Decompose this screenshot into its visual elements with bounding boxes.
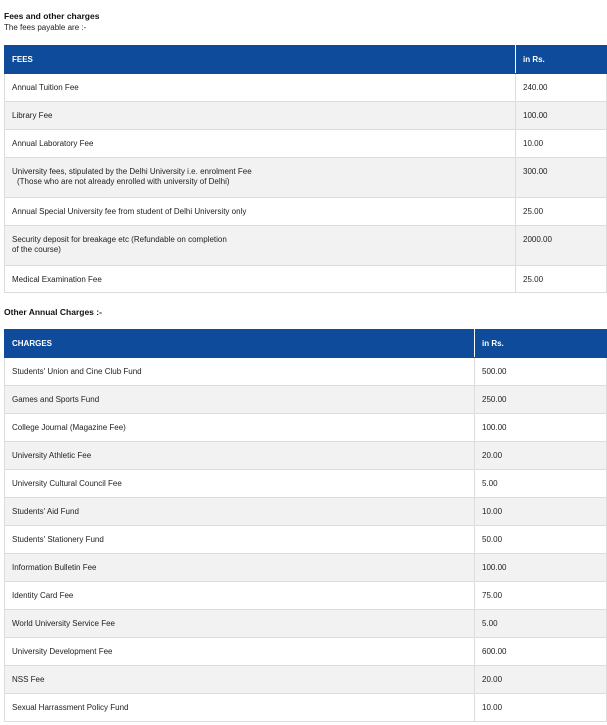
- charge-amount: 600.00: [475, 638, 607, 666]
- fee-item: Annual Laboratory Fee: [5, 130, 516, 158]
- charge-amount: 5.00: [475, 470, 607, 498]
- charge-amount: 20.00: [475, 442, 607, 470]
- charge-item: Games and Sports Fund: [5, 386, 475, 414]
- charges-row: [5, 386, 607, 414]
- fees-header-amount: in Rs.: [516, 46, 607, 74]
- charge-amount: 250.00: [475, 386, 607, 414]
- charges-row: [5, 582, 607, 610]
- fees-row: [5, 198, 607, 226]
- charge-amount: 100.00: [475, 414, 607, 442]
- fee-item: Annual Tuition Fee: [5, 74, 516, 102]
- charge-amount: 500.00: [475, 358, 607, 386]
- charges-row: [5, 358, 607, 386]
- fees-row: [5, 102, 607, 130]
- fee-amount: 10.00: [516, 130, 607, 158]
- charges-row: [5, 638, 607, 666]
- charge-amount: 75.00: [475, 582, 607, 610]
- charge-item: College Journal (Magazine Fee): [5, 414, 475, 442]
- charges-table: [4, 329, 607, 722]
- fee-item-line: Security deposit for breakage etc (Refundable on completion: [12, 235, 227, 244]
- charge-amount: 50.00: [475, 526, 607, 554]
- other-charges-title: Other Annual Charges :-: [4, 307, 102, 317]
- charges-row: [5, 694, 607, 722]
- fee-amount: 100.00: [516, 102, 607, 130]
- charge-item: World University Service Fee: [5, 610, 475, 638]
- charges-header-amount: in Rs.: [475, 330, 607, 358]
- charges-table-header: [5, 330, 607, 358]
- charges-row: [5, 610, 607, 638]
- charge-amount: 20.00: [475, 666, 607, 694]
- charges-row: [5, 470, 607, 498]
- fee-item-line: (Those who are not already enrolled with university of Delhi): [17, 177, 230, 186]
- charges-row: [5, 414, 607, 442]
- fee-amount: 240.00: [516, 74, 607, 102]
- fees-row: [5, 158, 607, 198]
- charge-item: NSS Fee: [5, 666, 475, 694]
- fee-item: Annual Special University fee from student of Delhi University only: [5, 198, 516, 226]
- fees-table: [4, 45, 607, 293]
- fees-row: [5, 226, 607, 266]
- charges-row: [5, 442, 607, 470]
- charge-amount: 10.00: [475, 694, 607, 722]
- charges-header-item: CHARGES: [5, 330, 475, 358]
- charge-item: University Athletic Fee: [5, 442, 475, 470]
- fee-item: Medical Examination Fee: [5, 266, 516, 293]
- fee-item-line: of the course): [12, 245, 61, 254]
- charges-row: [5, 554, 607, 582]
- charges-row: [5, 526, 607, 554]
- intro-text: The fees payable are :-: [4, 23, 87, 32]
- charge-item: Sexual Harrassment Policy Fund: [5, 694, 475, 722]
- charge-item: University Cultural Council Fee: [5, 470, 475, 498]
- fee-item-line: University fees, stipulated by the Delhi University i.e. enrolment Fee: [12, 167, 252, 176]
- fee-amount: 2000.00: [516, 226, 607, 266]
- fees-row: [5, 266, 607, 293]
- fees-table-header: [5, 46, 607, 74]
- charge-amount: 100.00: [475, 554, 607, 582]
- charge-item: Students' Stationery Fund: [5, 526, 475, 554]
- fee-amount: 300.00: [516, 158, 607, 198]
- fee-item-multiline: [5, 226, 516, 266]
- fee-item: Library Fee: [5, 102, 516, 130]
- fees-header-item: FEES: [5, 46, 516, 74]
- charge-item: Information Bulletin Fee: [5, 554, 475, 582]
- charges-row: [5, 666, 607, 694]
- fees-row: [5, 74, 607, 102]
- charge-item: Identity Card Fee: [5, 582, 475, 610]
- charge-item: Students' Union and Cine Club Fund: [5, 358, 475, 386]
- charge-item: University Development Fee: [5, 638, 475, 666]
- section-title: Fees and other charges: [4, 11, 100, 21]
- charge-amount: 5.00: [475, 610, 607, 638]
- charges-row: [5, 498, 607, 526]
- fee-item-multiline: [5, 158, 516, 198]
- charge-item: Students' Aid Fund: [5, 498, 475, 526]
- charge-amount: 10.00: [475, 498, 607, 526]
- fee-amount: 25.00: [516, 198, 607, 226]
- fees-row: [5, 130, 607, 158]
- fee-amount: 25.00: [516, 266, 607, 293]
